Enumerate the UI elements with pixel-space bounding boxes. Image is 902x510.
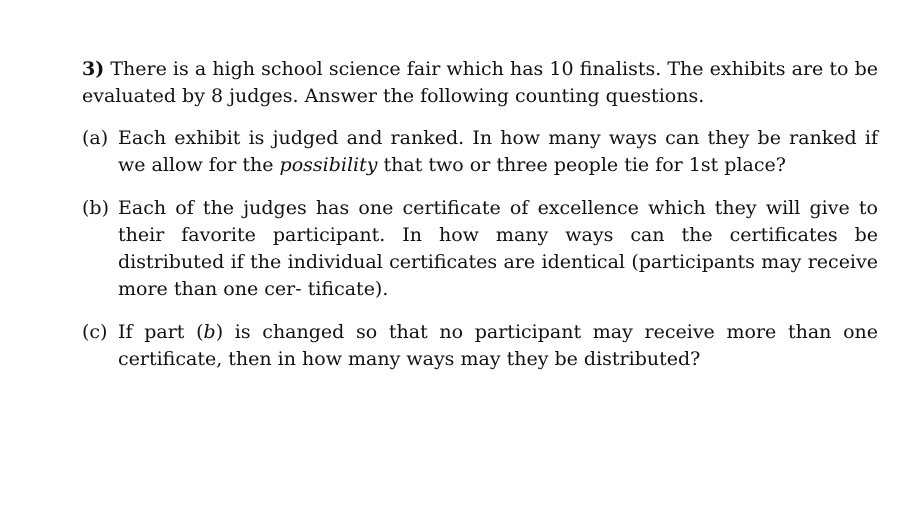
part-a-text-before: Each exhibit is judged and ranked. In how many ways can they be ranked if we allow for the [118,127,878,176]
question-part-a [82,125,878,179]
part-label-c: (c) [82,321,108,343]
question-part-c [82,319,878,373]
problem-intro-text: There is a high school science fair which has 10 finalists. The exhibits are to be evaluated by 8 judges. Answer the following counting questions. [82,58,879,107]
part-text-a [118,125,878,179]
part-text-b [118,195,878,303]
part-text-c [118,319,878,373]
part-c-text-before: If part ( [118,321,204,343]
part-b-text-line2: tificate). [307,278,389,300]
part-c-text-after: ) is changed so that no participant may receive more than one certificate, then in how many ways may they be distributed? [118,321,878,370]
part-a-emphasis: possibility [279,154,378,176]
problem-number: 3) [82,58,105,80]
part-a-text-after: that two or three people tie for 1st place? [377,154,786,176]
part-label-a: (a) [82,127,109,149]
part-c-emphasis: b [203,321,216,343]
problem-statement [82,56,878,110]
question-part-b [82,195,878,303]
part-label-b: (b) [82,197,109,219]
document-page [82,56,878,389]
question-parts-list [82,125,878,373]
part-b-text-line1: Each of the judges has one certificate of excellence which they will give to their favorite participant. In how many ways can the certificates be distributed if the individual certificates are identical (participants may receive more than one cer- [118,197,878,300]
